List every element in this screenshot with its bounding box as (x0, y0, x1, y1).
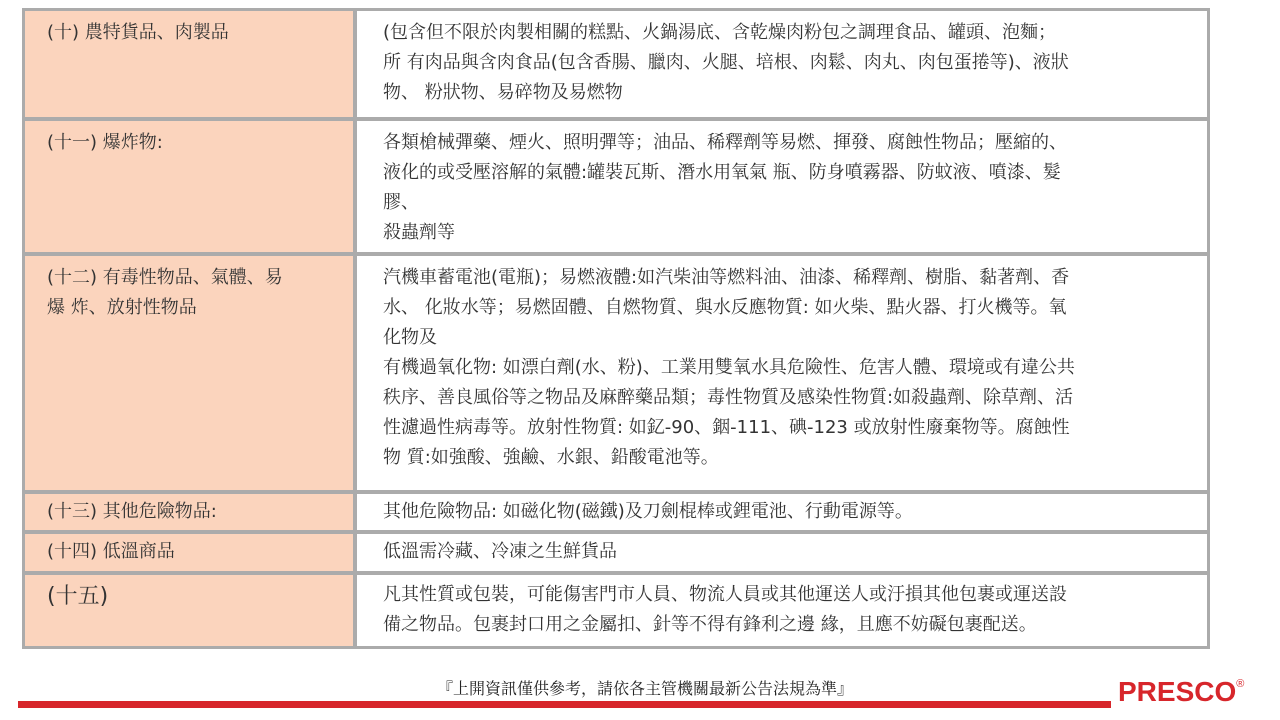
description-line: 液化的或受壓溶解的氣體:罐裝瓦斯、潛水用氧氣 瓶、防身噴霧器、防蚊液、噴漆、髮 (383, 162, 1061, 183)
category-text: (十) 農特貨品、肉製品 (47, 22, 229, 43)
footer-red-line (18, 701, 1111, 708)
presco-logo (1118, 676, 1244, 708)
description-line: 所 有肉品與含肉食品(包含香腸、臘肉、火腿、培根、肉鬆、肉丸、肉包蛋捲等)、液狀 (383, 52, 1069, 73)
description-line: 物、 粉狀物、易碎物及易燃物 (383, 82, 623, 103)
description-line: 性濾過性病毒等。放射性物質: 如釔-90、銦-111、碘-123 或放射性廢棄物等。腐蝕性 (383, 417, 1070, 438)
description-cell (357, 256, 1207, 490)
description-line: 汽機車蓄電池(電瓶)；易燃液體:如汽柴油等燃料油、油漆、稀釋劑、樹脂、黏著劑、香 (383, 267, 1070, 288)
table-row (25, 494, 1207, 530)
category-cell (25, 256, 353, 490)
category-cell (25, 575, 353, 646)
description-line: 物 質:如強酸、強鹼、水銀、鉛酸電池等。 (383, 447, 719, 468)
description-line: 各類槍械彈藥、煙火、照明彈等；油品、稀釋劑等易燃、揮發、腐蝕性物品；壓縮的、 (383, 132, 1067, 153)
description-cell (357, 11, 1207, 117)
description-line: 凡其性質或包裝，可能傷害門市人員、物流人員或其他運送人或汙損其他包裹或運送設 (383, 584, 1067, 605)
description-line: 化物及 (383, 327, 437, 348)
category-text: (十四) 低溫商品 (47, 541, 175, 562)
disclaimer-note: 『上開資訊僅供參考，請依各主管機關最新公告法規為準』 (436, 679, 853, 698)
logo-text: PRESCO (1118, 676, 1237, 707)
description-line: 膠、 (383, 192, 419, 213)
category-cell (25, 11, 353, 117)
table-row (25, 11, 1207, 117)
description-line: 水、 化妝水等；易燃固體、自燃物質、與水反應物質: 如火柴、點火器、打火機等。氧 (383, 297, 1067, 318)
description-line: (包含但不限於肉製相關的糕點、火鍋湯底、含乾燥肉粉包之調理食品、罐頭、泡麵； (383, 22, 1057, 43)
description-cell (357, 121, 1207, 252)
category-text: (十三) 其他危險物品: (47, 501, 217, 522)
table-row (25, 121, 1207, 252)
description-line: 秩序、善良風俗等之物品及麻醉藥品類；毒性物質及感染性物質:如殺蟲劑、除草劑、活 (383, 387, 1074, 408)
category-text: (十一) 爆炸物: (47, 132, 163, 153)
category-text: 爆 炸、放射性物品 (47, 297, 197, 318)
description-cell (357, 494, 1207, 530)
category-cell (25, 121, 353, 252)
description-line: 低溫需冷藏、冷凍之生鮮貨品 (383, 541, 617, 562)
description-line: 備之物品。包裹封口用之金屬扣、針等不得有鋒利之邊 緣，且應不妨礙包裹配送。 (383, 614, 1037, 635)
description-line: 其他危險物品: 如磁化物(磁鐵)及刀劍棍棒或鋰電池、行動電源等。 (383, 501, 913, 522)
description-line: 殺蟲劑等 (383, 222, 455, 243)
category-text: (十二) 有毒性物品、氣體、易 (47, 267, 283, 288)
category-text: (十五) (47, 584, 109, 609)
table-row (25, 575, 1207, 646)
registered-mark-icon: ® (1236, 678, 1245, 690)
description-line: 有機過氧化物: 如漂白劑(水、粉)、工業用雙氧水具危險性、危害人體、環境或有違公共 (383, 357, 1075, 378)
table-row (25, 534, 1207, 571)
category-cell (25, 494, 353, 530)
table-row (25, 256, 1207, 490)
description-cell (357, 575, 1207, 646)
category-cell (25, 534, 353, 571)
restricted-items-table (22, 8, 1210, 649)
description-cell (357, 534, 1207, 571)
